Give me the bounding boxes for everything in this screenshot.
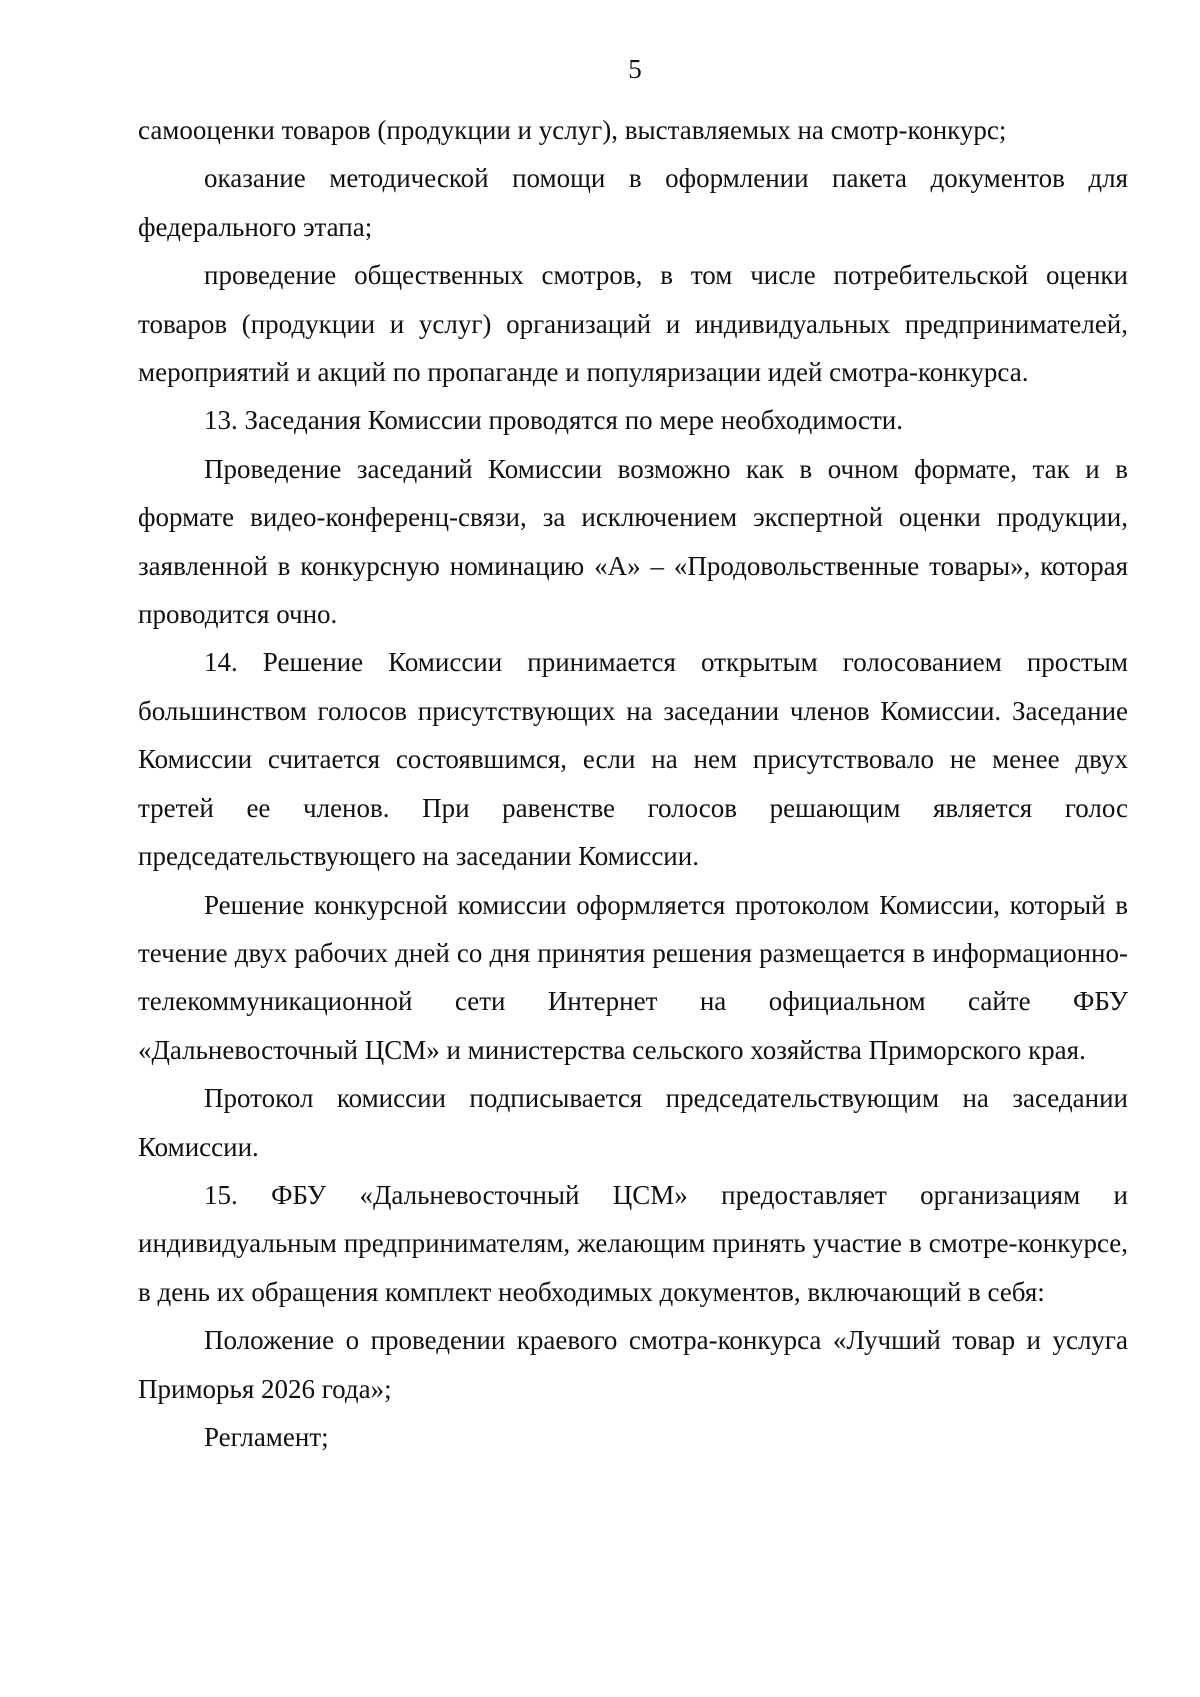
document-body <box>138 106 1128 1461</box>
paragraph-continuation: самооценки товаров (продукции и услуг), выставляемых на смотр-конкурс; <box>138 115 1007 145</box>
paragraph-item-15: 15. ФБУ «Дальневосточный ЦСМ» предоставляет организациям и индивидуальным предпринимателям, желающим принять участие в смотре-конкурсе, в день их обращения комплект необходимых документов, включающий в себя: <box>138 1179 1128 1307</box>
paragraph-reglament: Регламент; <box>204 1421 329 1452</box>
paragraph-regulations-document: Положение о проведении краевого смотра-конкурса «Лучший товар и услуга Приморья 2026 года»; <box>138 1325 1128 1404</box>
paragraph-meeting-format: Проведение заседаний Комиссии возможно как в очном формате, так и в формате видео-конференц-связи, за исключением экспертной оценки продукции, заявленной в конкурсную номинацию «А» – «Продовольственные товары», которая проводится очно. <box>138 453 1128 630</box>
paragraph-item-13: 13. Заседания Комиссии проводятся по мере необходимости. <box>204 405 903 436</box>
page-number: 5 <box>628 54 642 84</box>
paragraph-protocol-signing: Протокол комиссии подписывается председательствующим на заседании Комиссии. <box>138 1083 1128 1162</box>
paragraph-methodical-help: оказание методической помощи в оформлении пакета документов для федерального этапа; <box>138 163 1128 242</box>
paragraph-decision-protocol: Решение конкурсной комиссии оформляется протоколом Комиссии, который в течение двух рабочих дней со дня принятия решения размещается в информационно-телекоммуникационной сети Интернет на официальном сайте ФБУ «Дальневосточный ЦСМ» и министерства сельского хозяйства Приморского края. <box>138 889 1128 1065</box>
paragraph-public-reviews: проведение общественных смотров, в том числе потребительской оценки товаров (продукции и услуг) организаций и индивидуальных предпринимателей, мероприятий и акций по пропаганде и популяризации идей смотра-конкурса. <box>138 260 1128 388</box>
paragraph-item-14: 14. Решение Комиссии принимается открытым голосованием простым большинством голосов присутствующих на заседании членов Комиссии. Заседание Комиссии считается состоявшимся, если на нем присутствовало не менее двух третей ее членов. При равенстве голосов решающим является голос председательствующего на заседании Комиссии. <box>138 647 1128 872</box>
